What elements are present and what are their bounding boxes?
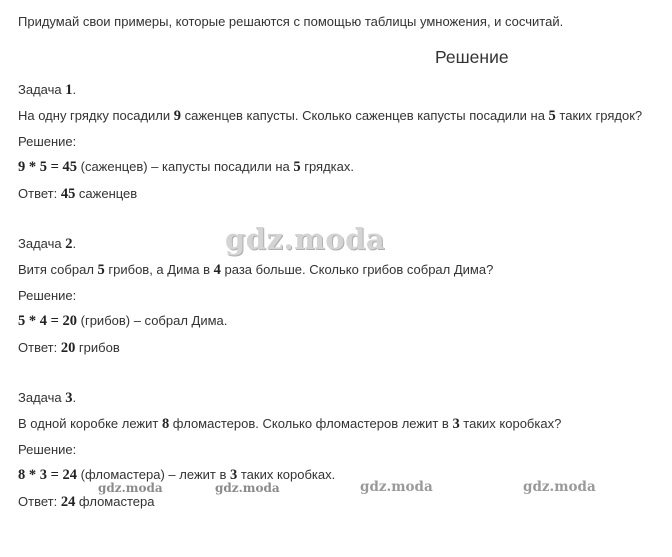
intro-text: Придумай свои примеры, которые решаются с помощью таблицы умножения, и сосчитай.	[18, 14, 564, 29]
watermark-small-2: gdz.moda	[215, 481, 280, 495]
watermark-small-1: gdz.moda	[98, 481, 163, 495]
task-1-solution: 9 * 5 = 45 (саженцев) – капусты посадили на 5 грядках.	[18, 159, 354, 175]
task-1-answer: Ответ: 45 саженцев	[18, 186, 138, 202]
task-3-solution-label: Решение:	[18, 442, 77, 457]
watermark-mid-1: gdz.moda	[360, 479, 433, 495]
task-3-solution: 8 * 3 = 24 (фломастера) – лежит в 3 таких коробках.	[18, 467, 336, 483]
task-3-answer: Ответ: 24 фломастера	[18, 494, 155, 510]
solution-title: Решение	[435, 47, 509, 67]
task-2-label: Задача 2.	[18, 236, 77, 252]
task-1-label: Задача 1.	[18, 82, 77, 98]
task-3-question: В одной коробке лежит 8 фломастеров. Сколько фломастеров лежит в 3 таких коробках?	[18, 416, 562, 432]
task-3-label: Задача 3.	[18, 390, 77, 406]
watermark-main: gdz.moda	[225, 222, 386, 256]
task-2-solution-label: Решение:	[18, 288, 77, 303]
task-1-question: На одну грядку посадили 9 саженцев капусты. Сколько саженцев капусты посадили на 5 таких грядок?	[18, 108, 643, 124]
task-1-solution-label: Решение:	[18, 134, 77, 149]
task-2-answer: Ответ: 20 грибов	[18, 340, 120, 356]
task-2-question: Витя собрал 5 грибов, а Дима в 4 раза больше. Сколько грибов собрал Дима?	[18, 262, 494, 278]
watermark-mid-2: gdz.moda	[523, 479, 596, 495]
task-2-solution: 5 * 4 = 20 (грибов) – собрал Дима.	[18, 313, 228, 329]
